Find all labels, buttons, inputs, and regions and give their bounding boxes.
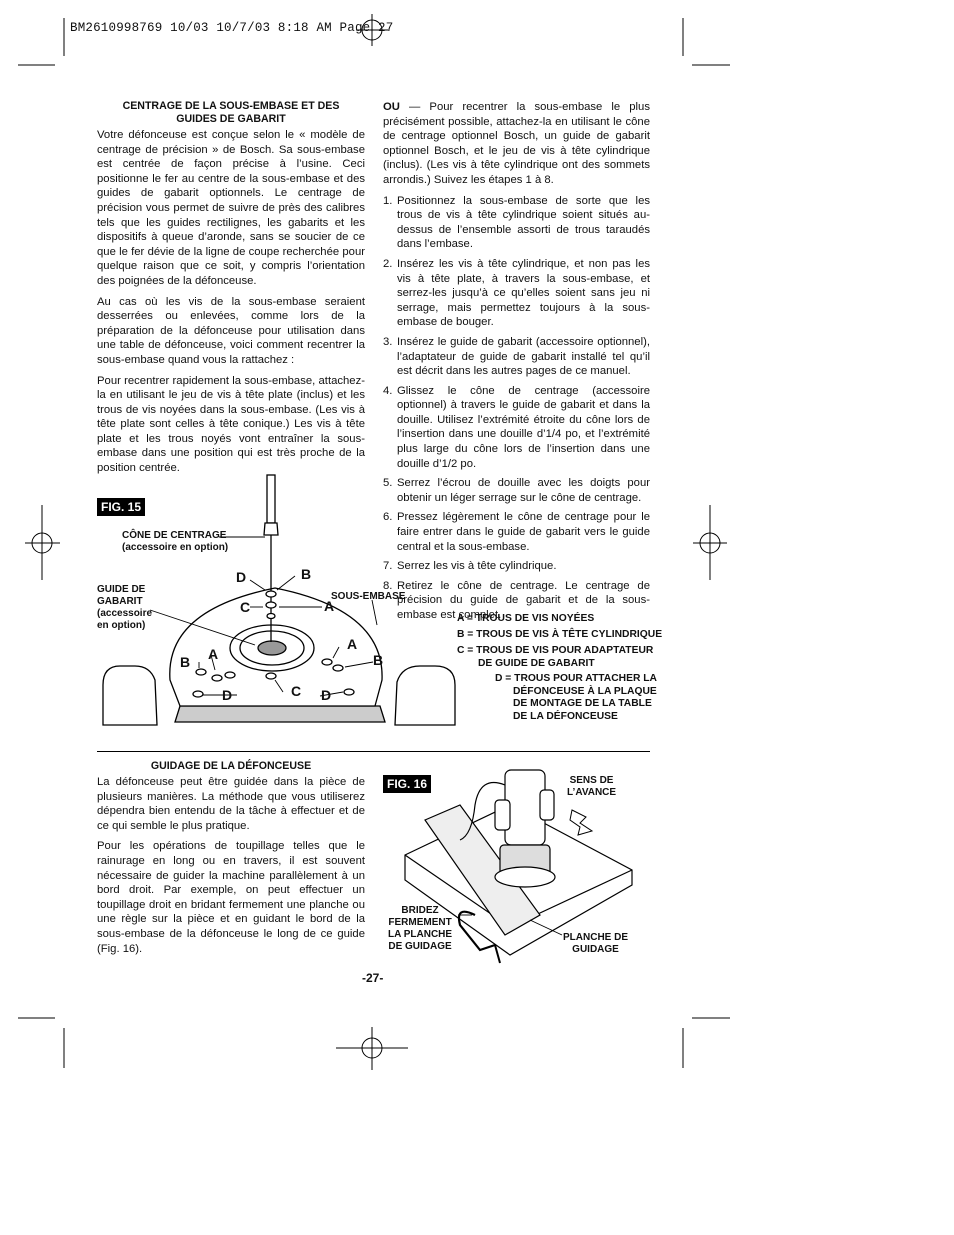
bridez-label: BRIDEZ FERMEMENT LA PLANCHE DE GUIDAGE (388, 905, 453, 952)
letter-b: B (373, 652, 384, 668)
intro-text: — Pour recentrer la sous-embase le plus précisément possible, attachez-la en utilisant le cône de centrage optionnel Bosch, un guide de gabarit optionnel Bosch, et le jeu de vis à tête cylindrique (inclus). (Les vis à tête cylindrique ont des sommets arrondis.) Suivez les étapes 1 à 8. (383, 101, 650, 186)
step-item: 6. Pressez légèrement le cône de centrage pour le faire entrer dans le guide de gabarit vers le guide central et la sous-embase. (383, 511, 650, 553)
guide-label: GUIDE DE GABARIT (accessoire en option) (97, 584, 153, 631)
step-item: 4. Glissez le cône de centrage (accessoire optionnel) à travers le guide de gabarit et dans la douille. Utilisez l’extrémité étroite du cône lors de l’insertion dans une douille d’1/4 po, et l’extrémité plus large du cône lors de l’insertion dans une douille d’1/2 po. (383, 384, 650, 470)
page-number: -27- (362, 971, 384, 985)
legend-a: A = TROUS DE VIS NOYÉES (457, 613, 595, 624)
paragraph: La défonceuse peut être guidée dans la pièce de plusieurs manières. La méthode que vous utiliserez dépendra bien entendu de la tâche à effectuer et de ce qui semble le plus pratique. (97, 776, 365, 832)
fig15-label: FIG. 15 (97, 498, 145, 516)
cone-label: CÔNE DE CENTRAGE (accessoire en option) (122, 530, 229, 553)
sens-avance-label: SENS DE L’AVANCE (567, 775, 617, 798)
letter-a: A (208, 646, 219, 662)
heading-line1: CENTRAGE DE LA SOUS-EMBASE ET DES (122, 100, 340, 112)
letter-c: C (291, 683, 302, 699)
paragraph: Pour recentrer rapidement la sous-embase, attachez-la en utilisant le jeu de vis à tête plate (inclus) et les trous de vis noyées dans la sous-embase. (Les vis à tête plate sont celles à tête conique.) Les vis à tête plate et les trous noyés vont entraîner la sous-embase dans une position qui est très proche de la position centrée. (97, 374, 365, 475)
sous-embase-label: SOUS-EMBASE (331, 591, 406, 602)
letter-b: B (301, 566, 312, 582)
heading-line2: GUIDES DE GABARIT (176, 113, 286, 125)
section-centrage (97, 100, 365, 482)
legend-d: D = TROUS POUR ATTACHER LA DÉFONCEUSE À LA PLAQUE DE MONTAGE DE LA TABLE DE LA DÉFONCEUSE (495, 673, 657, 722)
step-item: 7. Serrez les vis à tête cylindrique. (383, 560, 557, 573)
letter-c: C (240, 599, 251, 615)
paragraph: Au cas où les vis de la sous-embase seraient desserrées ou enlevées, comme lors de la préparation de la défonceuse pour utilisation dans une table de défonceuse, voici comment recentrer la sous-embase quand vous la rattachez : (97, 295, 365, 366)
step-item: 1. Positionnez la sous-embase de sorte que les trous de vis à tête cylindrique soient situés au-dessus de l’ensemble assorti de trous taraudés dans l’embase. (383, 194, 650, 251)
step-item: 3. Insérez le guide de gabarit (accessoire optionnel), l’adaptateur de guide de gabarit installé tel qu’il est décrit dans les autres pages de ce manuel. (383, 335, 650, 378)
step-item: 8. Retirez le cône de centrage. Le centrage de précision du guide de gabarit et de la sous-embase est complet. (383, 579, 650, 621)
section-divider (97, 751, 650, 752)
section-heading: GUIDAGE DE LA DÉFONCEUSE (150, 760, 312, 772)
step-item: 2. Insérez les vis à tête cylindrique, et non pas les vis à tête plate, à travers la sous-embase, et serrez-les jusqu’à ce qu’elles soient sans jeu ni serrage, mais permettez toujours à la sous-embase de bouger. (383, 257, 650, 329)
intro-paragraph (383, 100, 650, 188)
letter-d: D (222, 687, 233, 703)
legend-b: B = TROUS DE VIS À TÊTE CYLINDRIQUE (457, 629, 663, 640)
letter-a: A (324, 598, 335, 614)
section-guidage (97, 760, 365, 962)
fig16-label: FIG. 16 (383, 775, 431, 793)
paragraph: Pour les opérations de toupillage telles que le rainurage en long ou en travers, il est souvent nécessaire de guider la machine parallèlement à un bord droit. Par exemple, on peut effectuer un toupillage droit en bridant fermement une planche ou une règle sur la pièce et en guidant le bord de la sous-embase de la défonceuse le long de ce guide (Fig. 16). (97, 840, 365, 955)
paragraph: Votre défonceuse est conçue selon le « modèle de centrage de précision » de Bosch. Sa sous-embase est centrée de façon précise à l’usine. Ceci positionne le fer au centre de la sous-embase et des guides de gabarit optionnels. Le centrage de précision vous permet de suivre de près des calibres tels que les guides rectilignes, les gabarits et les dispositifs à queue d’aronde, sans se soucier de ce que le fer dévie de la ligne de coupe recherchée pour quelque raison que ce soit, y compris l’orientation des poignées de la défonceuse. (97, 129, 365, 287)
letter-a: A (347, 636, 358, 652)
letter-d: D (236, 569, 247, 585)
step-item: 5. Serrez l’écrou de douille avec les doigts pour obtenir un léger serrage sur le cône de centrage. (383, 477, 650, 504)
print-header: BM2610998769 10/03 10/7/03 8:18 AM Page 27 (70, 21, 394, 35)
letter-b: B (180, 654, 191, 670)
section-heading (97, 100, 365, 126)
planche-guidage-label: PLANCHE DE GUIDAGE (563, 932, 629, 955)
legend-c: C = TROUS DE VIS POUR ADAPTATEUR DE GUIDE DE GABARIT (457, 645, 654, 669)
ou-label: OU (383, 101, 400, 113)
letter-d: D (321, 687, 332, 703)
